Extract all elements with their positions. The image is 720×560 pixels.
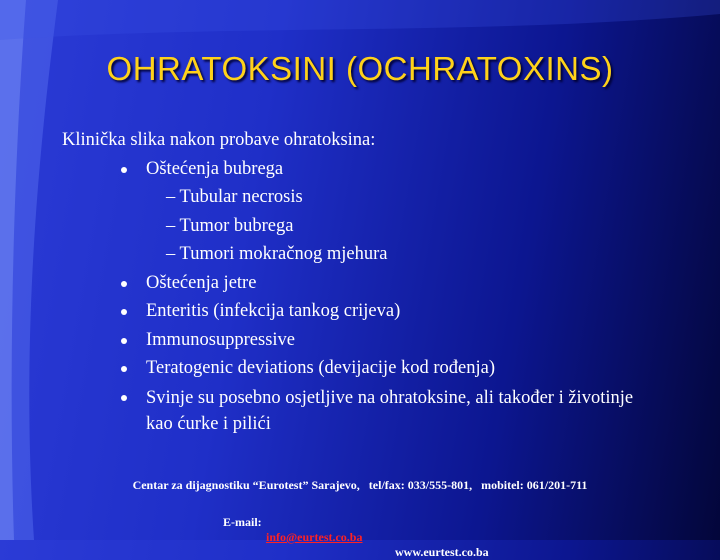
bullet-item — [62, 297, 662, 326]
bullet-text: Oštećenja bubrega — [146, 158, 284, 179]
bullet-item — [62, 326, 662, 355]
bullet-dot-icon — [121, 395, 127, 401]
intro-text: Klinička slika nakon probave ohratoksina: — [62, 130, 376, 150]
bullet-dot-icon — [121, 338, 127, 344]
sub-bullet-item: – Tubular necrosis — [166, 187, 303, 207]
bullet-text: Enteritis (infekcija tankog crijeva) — [146, 301, 401, 321]
bullet-text: Oštećenja jetre — [146, 272, 257, 293]
bullet-dot-icon — [121, 366, 127, 372]
sub-bullet-item: – Tumor bubrega — [166, 215, 294, 236]
bullet-item — [62, 269, 662, 298]
slide-title: OHRATOKSINI (OCHRATOXINS) — [106, 50, 614, 87]
bullet-dot-icon — [121, 167, 127, 173]
footer-contact: Centar za dijagnostiku “Eurotest” Sarajevo, tel/fax: 033/555-801, mobitel: 061/201-711 — [132, 478, 588, 492]
footer-links — [0, 500, 720, 560]
bullet-dot-icon — [121, 281, 127, 287]
bullet-item — [62, 155, 662, 184]
sub-bullet-item: – Tumori mokračnog mjehura — [166, 244, 388, 264]
slide-body — [62, 126, 662, 437]
bullet-item — [62, 383, 662, 437]
bullet-text: Svinje su posebno osjetljive na ohratoksine, ali također i životinje kao ćurke i pilići — [146, 387, 634, 434]
bullet-dot-icon — [121, 309, 127, 315]
bullet-item — [62, 354, 662, 383]
bullet-text: Immunosuppressive — [146, 329, 296, 350]
email-link[interactable]: info@eurtest.co.ba — [266, 530, 363, 544]
website-text: www.eurtest.co.ba — [395, 545, 489, 559]
bullet-text: Teratogenic deviations (devijacije kod rođenja) — [146, 358, 496, 378]
email-label: E-mail: — [223, 515, 262, 529]
